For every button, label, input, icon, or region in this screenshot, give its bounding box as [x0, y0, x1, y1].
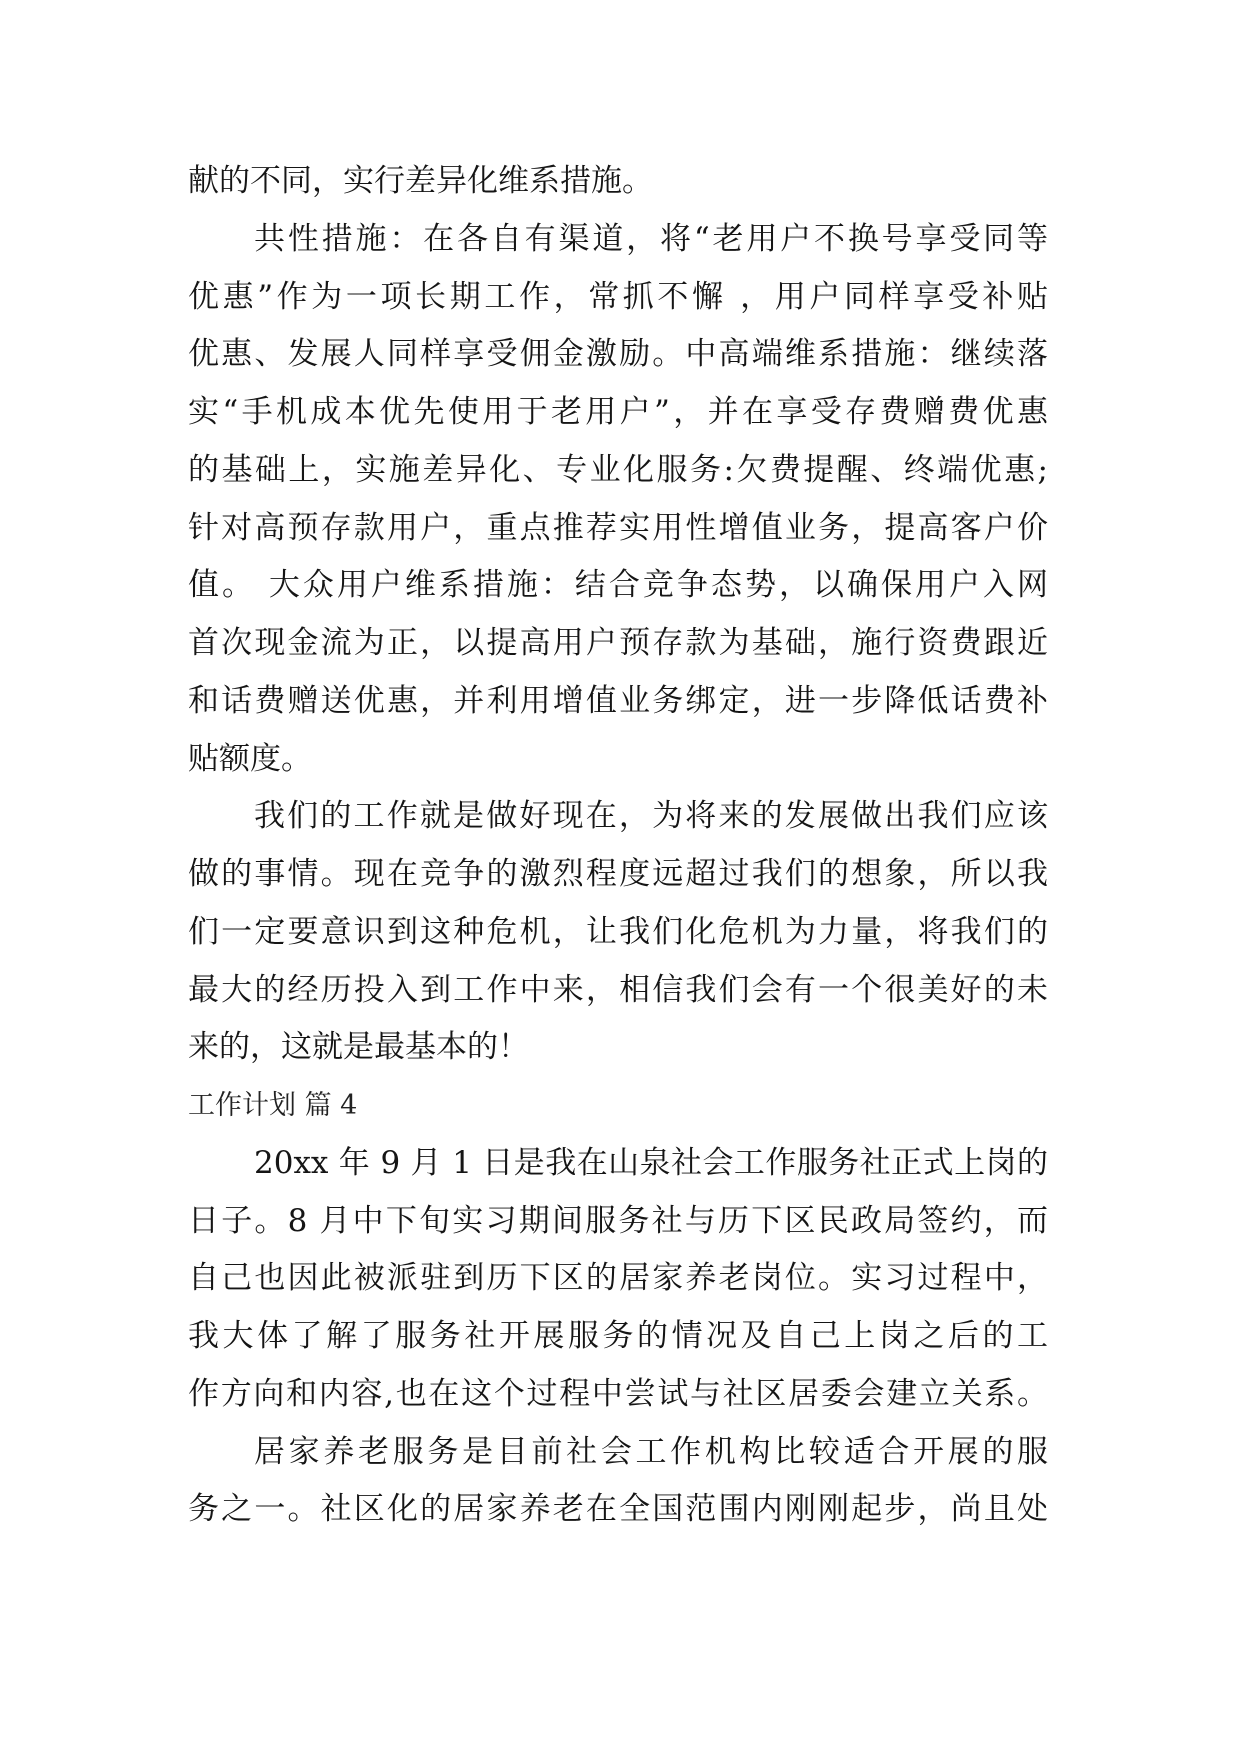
text-line: 作方向和内容,也在这个过程中尝试与社区居委会建立关系。 — [188, 1375, 1048, 1412]
text-line: 日子。8 月中下旬实习期间服务社与历下区民政局签约，而 — [188, 1202, 1048, 1239]
text-line: 优惠、发展人同样享受佣金激励。中高端维系措施：继续落 — [188, 336, 1048, 373]
text-line: 20xx 年 9 月 1 日是我在山泉社会工作服务社正式上岗的 — [254, 1144, 1048, 1181]
text-line: 贴额度。 — [188, 740, 312, 777]
paragraph-home-care — [188, 1424, 1048, 1540]
text-line: 的基础上，实施差异化、专业化服务:欠费提醒、终端优惠; — [188, 451, 1048, 488]
text-line: 做的事情。现在竞争的激烈程度远超过我们的想象，所以我 — [188, 856, 1048, 892]
text-line: 居家养老服务是目前社会工作机构比较适合开展的服 — [254, 1433, 1048, 1470]
paragraph-retention-measures — [188, 211, 1048, 789]
text-line: 实“手机成本优先使用于老用户”，并在享受存费赠费优惠 — [188, 394, 1048, 430]
text-line: 共性措施：在各自有渠道，将“老用户不换号享受同等 — [254, 220, 1048, 257]
text-line: 献的不同，实行差异化维系措施。 — [188, 163, 653, 199]
text-line: 首次现金流为正，以提高用户预存款为基础，施行资费跟近 — [188, 625, 1048, 661]
text-line: 值。 大众用户维系措施：结合竞争态势，以确保用户入网 — [188, 567, 1048, 604]
paragraph-start-date — [188, 1135, 1048, 1424]
text-line: 针对高预存款用户，重点推荐实用性增值业务，提高客户价 — [188, 509, 1048, 546]
text-line: 我们的工作就是做好现在，为将来的发展做出我们应该 — [254, 798, 1048, 835]
text-line: 我大体了解了服务社开展服务的情况及自己上岗之后的工 — [188, 1318, 1048, 1354]
paragraph-continued — [188, 153, 1048, 211]
text-line: 优惠”作为一项长期工作，常抓不懈 ，用户同样享受补贴 — [188, 278, 1048, 315]
paragraph-outlook — [188, 788, 1048, 1077]
text-line: 最大的经历投入到工作中来，相信我们会有一个很美好的未 — [188, 971, 1048, 1008]
text-line: 来的，这就是最基本的！ — [188, 1029, 529, 1066]
text-line: 自己也因此被派驻到历下区的居家养老岗位。实习过程中， — [188, 1260, 1048, 1297]
text-line: 们一定要意识到这种危机，让我们化危机为力量，将我们的 — [188, 913, 1048, 950]
text-line: 务之一。社区化的居家养老在全国范围内刚刚起步，尚且处 — [188, 1491, 1048, 1528]
text-line: 和话费赠送优惠，并利用增值业务绑定，进一步降低话费补 — [188, 682, 1048, 719]
document-body — [188, 153, 1048, 1539]
section-heading: 工作计划 篇 4 — [188, 1090, 358, 1121]
